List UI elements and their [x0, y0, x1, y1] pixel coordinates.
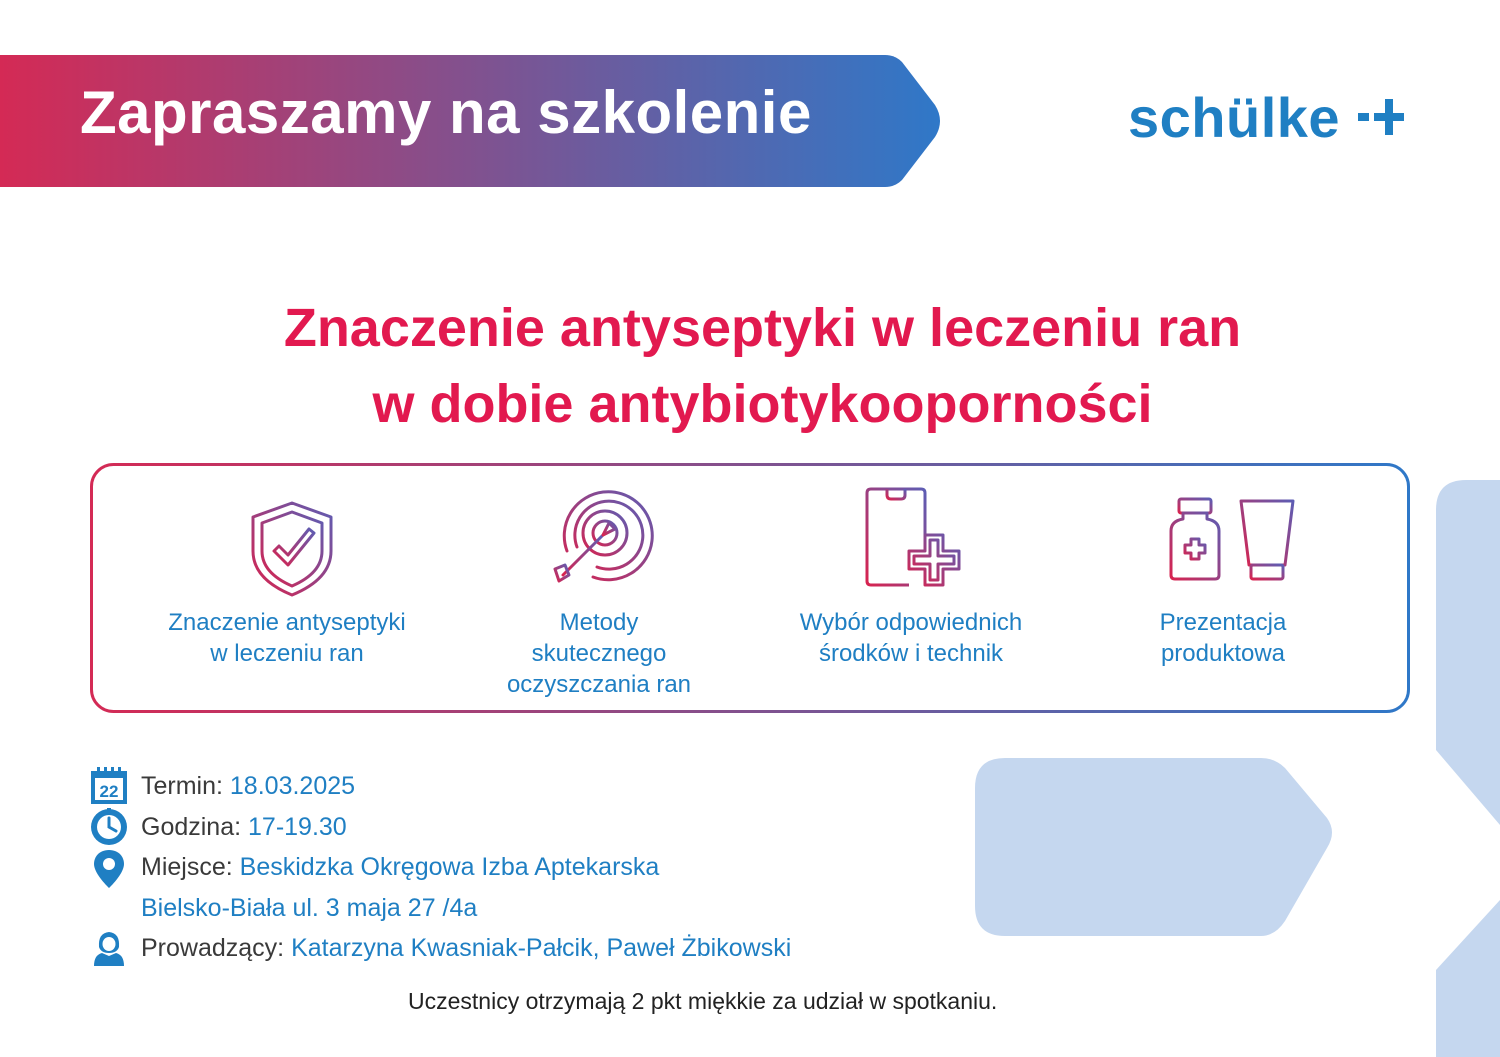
- topic-antiseptics: [137, 463, 437, 713]
- date-value: 18.03.2025: [229, 771, 356, 800]
- calendar-day: 22: [99, 782, 119, 801]
- medicine-products-icon: [1169, 497, 1299, 587]
- topic-label-line-1: Metody: [559, 609, 639, 636]
- hosts-value: Katarzyna Kwasniak-Pałcik, Paweł Żbikowski: [291, 933, 792, 962]
- topic-label-line-2: środków i technik: [818, 640, 1004, 667]
- footer-note: Uczestnicy otrzymają 2 pkt miękkie za udział w spotkaniu.: [408, 988, 998, 1014]
- date-label: Termin:: [141, 771, 230, 800]
- event-address-row: [90, 888, 990, 928]
- topic-label-line-1: Wybór odpowiednich: [799, 609, 1023, 636]
- topic-cleaning-methods: [449, 463, 749, 713]
- topic-label-line-2: produktowa: [1160, 640, 1286, 667]
- logo-text: schülke: [1128, 85, 1341, 149]
- shield-check-icon: [247, 499, 337, 599]
- hosts-label: Prowadzący:: [141, 933, 292, 962]
- topic-label-line-2: w leczeniu ran: [210, 640, 364, 667]
- topic-label-line-2: skutecznego: [531, 640, 667, 667]
- event-hosts-row: [90, 928, 990, 968]
- main-title: [0, 290, 1500, 442]
- banner-title: Zapraszamy na szkolenie: [80, 79, 812, 146]
- main-title-line-1: Znaczenie antyseptyki w leczeniu ran: [283, 298, 1242, 358]
- target-arrow-icon: [549, 485, 655, 589]
- main-title-line-2: w dobie antybiotykooporności: [372, 374, 1153, 434]
- event-date-row: [90, 766, 990, 806]
- calendar-icon: [90, 767, 128, 805]
- schulke-logo: [1128, 84, 1404, 150]
- location-pin-icon: [90, 849, 128, 889]
- time-label: Godzina:: [141, 812, 249, 841]
- decorative-arrow-shape: [975, 758, 1337, 936]
- topic-label-line-3: oczyszczania ran: [506, 671, 692, 698]
- person-icon: [90, 929, 128, 967]
- place-address: Bielsko-Biała ul. 3 maja 27 /4a: [141, 893, 478, 922]
- time-value: 17-19.30: [248, 812, 347, 841]
- topic-label-line-1: Znaczenie antyseptyki: [168, 609, 406, 636]
- event-time-row: [90, 807, 990, 847]
- topic-choice-of-agents: [761, 463, 1061, 713]
- place-label: Miejsce:: [141, 852, 240, 881]
- topic-product-presentation: [1073, 463, 1373, 713]
- topic-label-line-1: Prezentacja: [1159, 609, 1287, 636]
- decorative-side-shape: [1436, 480, 1500, 1057]
- logo-cross-icon: [1358, 97, 1404, 137]
- phone-medical-cross-icon: [863, 487, 971, 591]
- place-value: Beskidzka Okręgowa Izba Aptekarska: [239, 852, 660, 881]
- clock-icon: [90, 808, 128, 846]
- event-place-row: [90, 847, 990, 887]
